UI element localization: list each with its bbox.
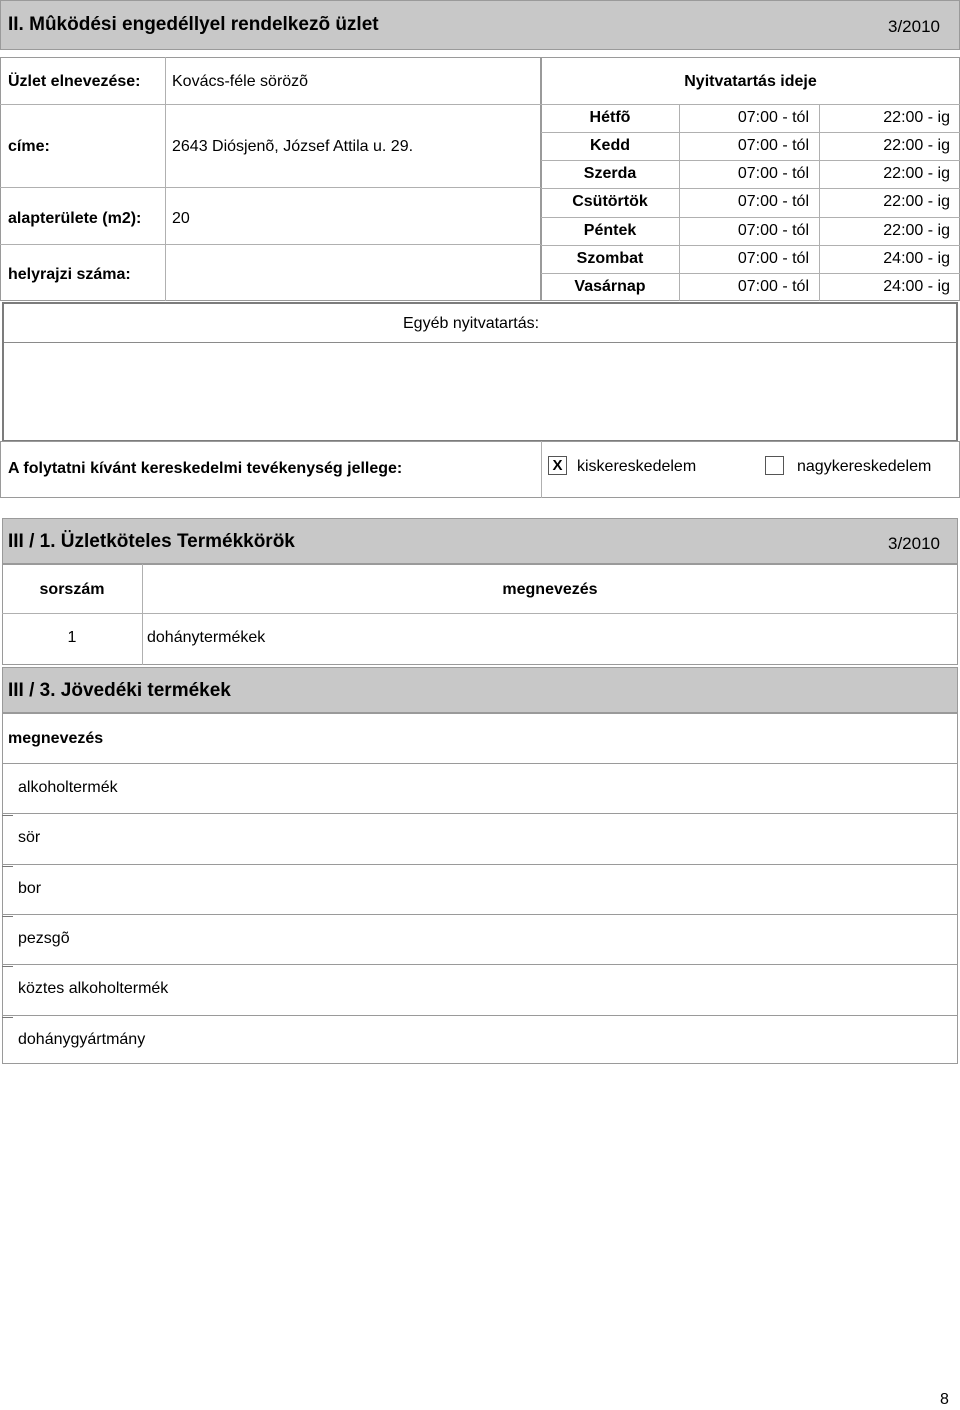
product-group-name: dohánytermékek [147, 629, 266, 646]
retail-checkbox[interactable]: X [548, 456, 567, 475]
column-header-name: megnevezés [502, 581, 598, 598]
excise-product-name: pezsgõ [18, 930, 70, 947]
hours-to: 24:00 - ig [883, 250, 950, 267]
excise-column-header: megnevezés [8, 730, 104, 747]
hours-day: Vasárnap [574, 278, 646, 295]
section-3-1-title: III / 1. Üzletköteles Termékkörök [8, 531, 295, 552]
hours-day: Hétfõ [589, 109, 631, 126]
row-marker [2, 916, 13, 917]
shop-name-value: Kovács-féle sörözõ [172, 73, 309, 90]
other-hours-label: Egyéb nyitvatartás: [403, 315, 540, 332]
column-header-number: sorszám [39, 581, 105, 598]
activity-label: A folytatni kívánt kereskedelmi tevékenység jellege: [8, 460, 403, 477]
row-marker [2, 866, 13, 867]
hours-day: Csütörtök [572, 193, 648, 210]
row-marker [2, 815, 13, 816]
excise-products-table [2, 713, 958, 1064]
hours-to: 22:00 - ig [883, 222, 950, 239]
row-marker [2, 1017, 13, 1018]
hours-from: 07:00 - tól [737, 193, 809, 210]
opening-hours-title: Nyitvatartás ideje [684, 73, 817, 90]
hours-from: 07:00 - tól [737, 250, 809, 267]
hours-from: 07:00 - tól [737, 137, 809, 154]
wholesale-label: nagykereskedelem [797, 458, 932, 475]
page-number: 8 [940, 1391, 949, 1408]
retail-label: kiskereskedelem [577, 458, 697, 475]
shop-name-label: Üzlet elnevezése: [8, 73, 141, 90]
area-value: 20 [172, 210, 190, 227]
excise-product-name: dohánygyártmány [18, 1031, 146, 1048]
address-label: címe: [8, 138, 50, 155]
section-3-3-title: III / 3. Jövedéki termékek [8, 680, 231, 701]
hours-from: 07:00 - tól [737, 222, 809, 239]
address-value: 2643 Diósjenõ, József Attila u. 29. [172, 138, 414, 155]
section-3-1-ref: 3/2010 [888, 534, 940, 553]
hours-to: 22:00 - ig [883, 109, 950, 126]
row-marker [2, 966, 13, 967]
hours-to: 22:00 - ig [883, 165, 950, 182]
hours-day: Péntek [583, 222, 637, 239]
hours-to: 22:00 - ig [883, 137, 950, 154]
excise-product-name: köztes alkoholtermék [18, 980, 169, 997]
product-group-number: 1 [67, 629, 77, 646]
hours-from: 07:00 - tól [737, 278, 809, 295]
hours-from: 07:00 - tól [737, 109, 809, 126]
section-2-ref: 3/2010 [888, 17, 940, 36]
section-2-title: II. Mûködési engedéllyel rendelkezõ üzlet [8, 14, 379, 35]
wholesale-checkbox[interactable] [765, 456, 784, 475]
hours-from: 07:00 - tól [737, 165, 809, 182]
excise-product-name: bor [18, 880, 42, 897]
hours-day: Kedd [590, 137, 630, 154]
excise-product-name: sör [18, 829, 41, 846]
hours-day: Szerda [583, 165, 637, 182]
hours-to: 24:00 - ig [883, 278, 950, 295]
hours-day: Szombat [576, 250, 644, 267]
plot-number-label: helyrajzi száma: [8, 266, 131, 283]
hours-to: 22:00 - ig [883, 193, 950, 210]
area-label: alapterülete (m2): [8, 210, 142, 227]
excise-product-name: alkoholtermék [18, 779, 118, 796]
